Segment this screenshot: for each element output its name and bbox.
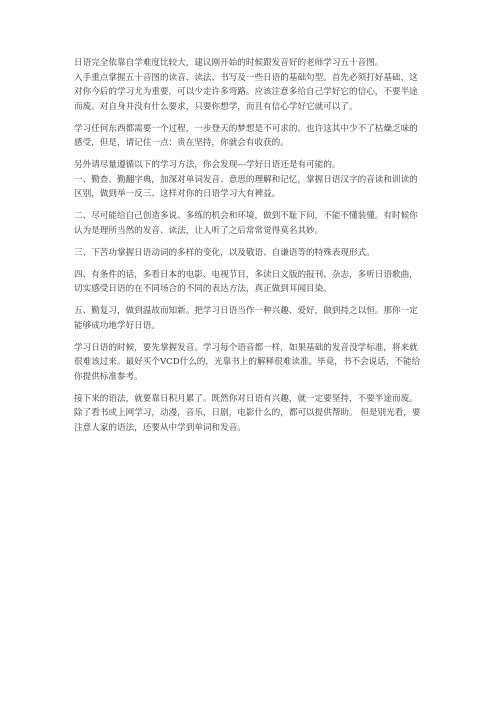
paragraph-method-five	[74, 304, 426, 333]
text-line: 日语完全依靠自学难度比较大，建议刚开始的时候跟发音好的老师学习五十音图。	[74, 58, 384, 68]
text-line: 一、勤查、勤翻字典，加深对单词发音、意思的理解和记忆，掌握日语汉字的音读和训读的区别，做到举一反三、这样对你的日语学习大有裨益。	[74, 174, 418, 199]
paragraph-method-one	[74, 158, 426, 202]
text-line: 三、下苦功掌握日语动词的多样的变化，以及敬语、自谦语等的特殊表现形式。	[74, 247, 375, 258]
paragraph-method-four	[74, 268, 426, 297]
paragraph-persistence	[74, 122, 426, 151]
paragraph-method-three	[74, 246, 426, 261]
text-line: 学习任何东西都需要一个过程，一步登天的梦想是不可求的。也许这其中少不了枯燥乏味的感受，但是，请记住一点：贵在坚持，你就会有收获的。	[74, 123, 418, 148]
text-line: 学习日语的时候，要先掌握发音。学习每个语音都一样，如果基础的发音没学标准，将来就很难该过来。最好买个VCD什么的，光靠书上的解释很难读准。毕竟，书不会说话，不能给你提供标准参考。	[74, 342, 421, 382]
document-body	[74, 56, 426, 443]
text-line: 二、尽可能给自己创造多说、多练的机会和环境，做到不耻下问，不能不懂装懂。有时候你认为是理所当然的发音、读法，让人听了之后常常觉得莫名其妙。	[74, 211, 418, 236]
paragraph-method-two	[74, 209, 426, 238]
paragraph-grammar	[74, 392, 426, 436]
text-line: 入手重点掌握五十音图的读音、读法、书写及一些日语的基础句型。首先必须打好基础，这对你今后的学习尤为重要，可以少走许多弯路。应该注意多给自己学好它的信心，不要半途而废。对自身并没有什么要求，只要你想学，而且有信心学好它就可以了。	[74, 72, 418, 112]
text-line: 五、勤复习，做到温故而知新。把学习日语当作一种兴趣、爱好，做到持之以恒。那你一定能够成功地学好日语。	[74, 306, 418, 331]
text-line: 接下来的语法，就要靠日积月累了。既然你对日语有兴趣，就一定要坚持，不要半途而废。除了看书或上网学习，动漫，音乐，日剧，电影什么的，都可以提供帮助。 但是别光看，要注意人家的语法，还要从中学到单词和发音。	[74, 393, 421, 433]
paragraph-pronunciation	[74, 341, 426, 385]
paragraph-intro	[74, 56, 426, 114]
text-line: 四、有条件的话，多看日本的电影、电视节目，多读日文版的报刊、杂志，多听日语歌曲，切实感受日语的在不同场合的不同的表达方法，真正做到耳闻目染。	[74, 269, 418, 294]
text-line: 另外请尽量遵循以下的学习方法，你会发现---学好日语还是有可能的。	[74, 160, 341, 170]
